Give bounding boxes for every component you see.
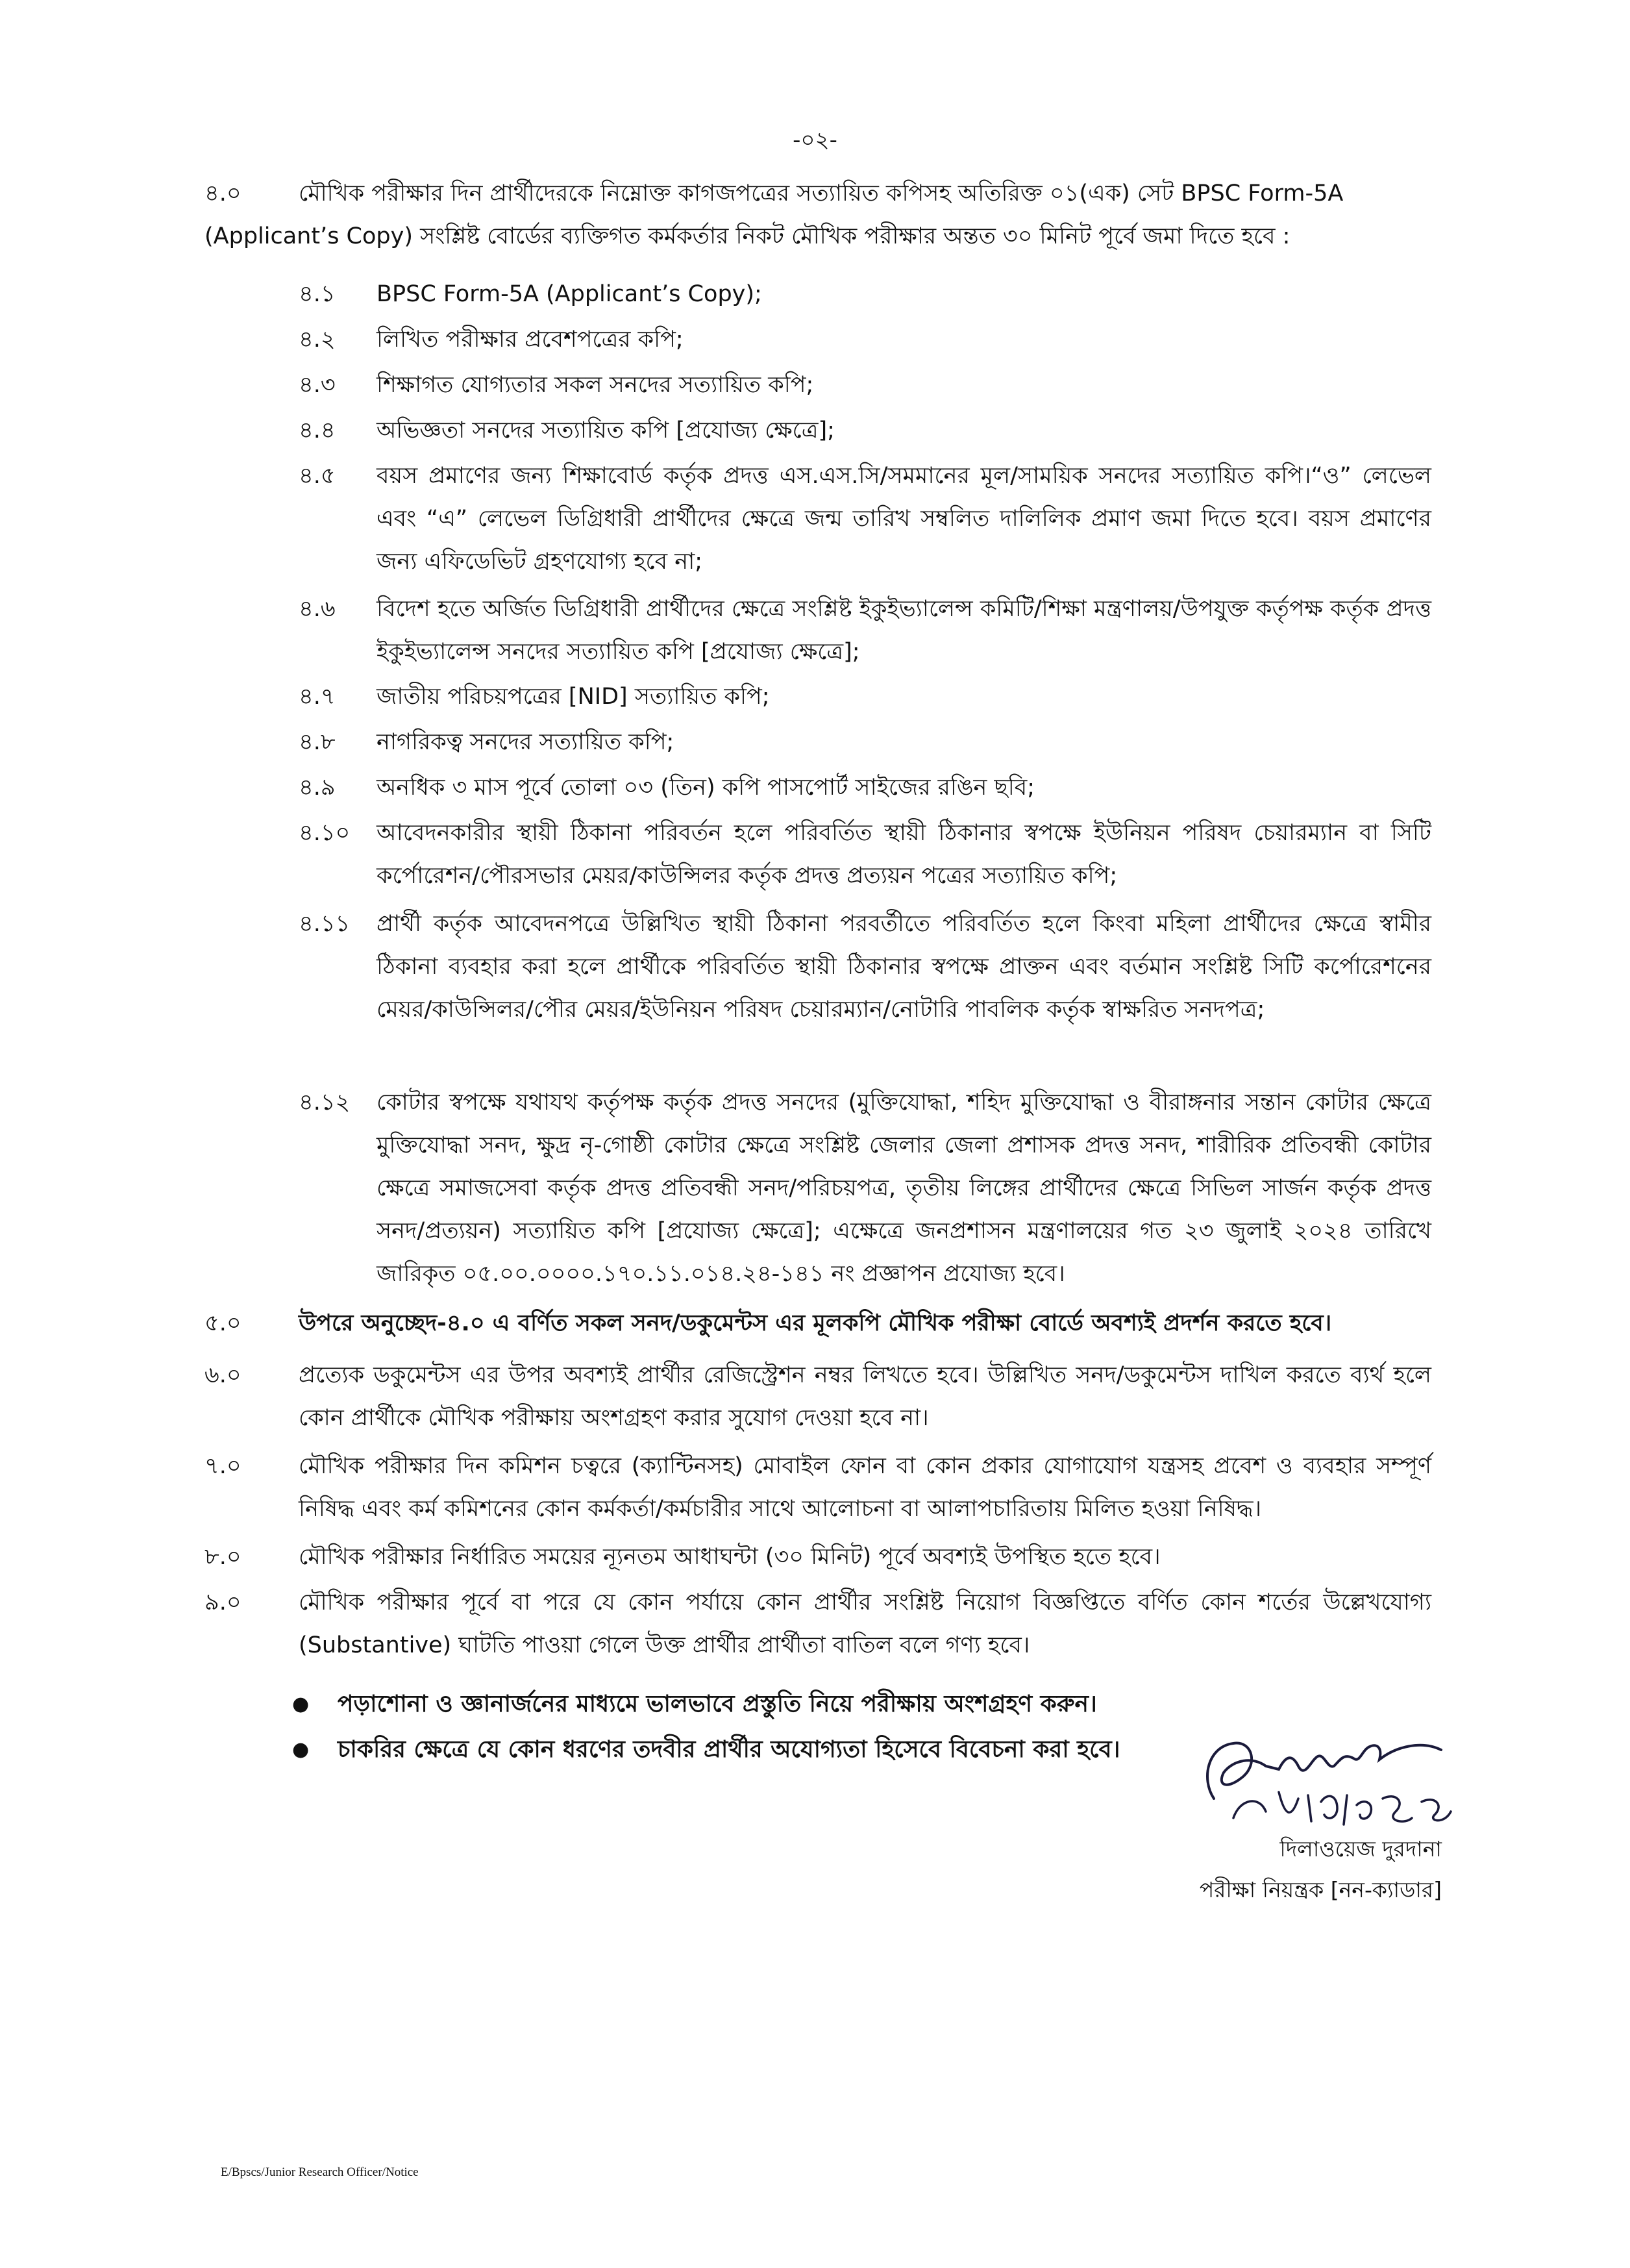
signatory-title: পরীক্ষা নিয়ন্ত্রক [নন-ক্যাডার]: [1199, 1877, 1442, 1902]
list-item: [299, 455, 1431, 583]
list-item: [299, 721, 1431, 764]
item-number: ৪.২: [299, 327, 336, 353]
paragraph-6: [204, 1354, 1431, 1439]
paragraph-line-1: মৌখিক পরীক্ষার দিন প্রার্থীদেরকে নিম্নোক্ত কাগজপত্রের সত্যায়িত কপিসহ অতিরিক্ত ০১(এক) সেট BPSC Form-5A: [299, 181, 1344, 206]
item-number: ৪.১১: [299, 911, 351, 937]
item-text: নাগরিকত্ব সনদের সত্যায়িত কপি;: [377, 729, 674, 755]
item-text: বয়স প্রমাণের জন্য শিক্ষাবোর্ড কর্তৃক প্রদত্ত এস.এস.সি/সমমানের মূল/সাময়িক সনদের সত্যায়িত কপি।“ও” লেভেল এবং “এ” লেভেল ডিগ্রিধারী প্রার্থীদের ক্ষেত্রে জন্ম তারিখ সম্বলিত দালিলিক প্রমাণ জমা দিতে হবে। বয়স প্রমাণের জন্য এফিডেভিট গ্রহণযোগ্য হবে না;: [377, 463, 1431, 575]
list-item: [299, 409, 1431, 452]
list-item: [299, 1081, 1431, 1295]
bullet-item: [292, 1685, 1431, 1724]
item-number: ৪.৭: [299, 684, 336, 710]
item-number: ৪.১০: [299, 820, 351, 846]
paragraph-number: ৯.০: [204, 1589, 241, 1615]
item-text: প্রার্থী কর্তৃক আবেদনপত্রে উল্লিখিত স্থায়ী ঠিকানা পরবর্তীতে পরিবর্তিত হলে কিংবা মহিলা প্রার্থীদের ক্ষেত্রে স্বামীর ঠিকানা ব্যবহার করা হলে প্রার্থীকে পরিবর্তিত স্থায়ী ঠিকানার স্বপক্ষে প্রাক্তন এবং বর্তমান সংশ্লিষ্ট সিটি কর্পোরেশনের মেয়র/কাউন্সিলর/পৌর মেয়র/ইউনিয়ন পরিষদ চেয়ারম্যান/নোটারি পাবলিক কর্তৃক স্বাক্ষরিত সনদপত্র;: [377, 911, 1431, 1023]
paragraph-line-2: (Applicant’s Copy) সংশ্লিষ্ট বোর্ডের ব্যক্তিগত কর্মকর্তার নিকট মৌখিক পরীক্ষার অন্তত ৩০ মিনিট পূর্বে জমা দিতে হবে :: [204, 223, 1290, 249]
list-item: [299, 903, 1431, 1031]
page-number: -০২-: [793, 127, 837, 153]
list-item: [299, 318, 1431, 361]
item-text: অনধিক ৩ মাস পূর্বে তোলা ০৩ (তিন) কপি পাসপোর্ট সাইজের রঙিন ছবি;: [377, 775, 1035, 801]
paragraph-text: প্রত্যেক ডকুমেন্টস এর উপর অবশ্যই প্রার্থীর রেজিস্ট্রেশন নম্বর লিখতে হবে। উল্লিখিত সনদ/ডকুমেন্টস দাখিল করতে ব্যর্থ হলে কোন প্রার্থীকে মৌখিক পরীক্ষায় অংশগ্রহণ করার সুযোগ দেওয়া হবে না।: [299, 1362, 1431, 1431]
paragraph-number: ৬.০: [204, 1362, 241, 1388]
paragraph-9: [204, 1581, 1431, 1667]
item-number: ৪.৩: [299, 372, 336, 398]
paragraph-4: [204, 172, 1431, 258]
handwritten-signature: [1188, 1721, 1487, 1831]
list-item: [299, 675, 1431, 718]
list-item: [299, 273, 1431, 316]
item-text: কোটার স্বপক্ষে যথাযথ কর্তৃপক্ষ কর্তৃক প্রদত্ত সনদের (মুক্তিযোদ্ধা, শহিদ মুক্তিযোদ্ধা ও বীরাঙ্গনার সন্তান কোটার ক্ষেত্রে মুক্তিযোদ্ধা সনদ, ক্ষুদ্র নৃ-গোষ্ঠী কোটার ক্ষেত্রে সংশ্লিষ্ট জেলার জেলা প্রশাসক প্রদত্ত সনদ, শারীরিক প্রতিবন্ধী কোটার ক্ষেত্রে সমাজসেবা কর্তৃক প্রদত্ত প্রতিবন্ধী সনদ/পরিচয়পত্র, তৃতীয় লিঙ্গের প্রার্থীদের ক্ষেত্রে সিভিল সার্জন কর্তৃক প্রদত্ত সনদ/প্রত্যয়ন) সত্যায়িত কপি [প্রযোজ্য ক্ষেত্রে]; এক্ষেত্রে জনপ্রশাসন মন্ত্রণালয়ের গত ২৩ জুলাই ২০২৪ তারিখে জারিকৃত ০৫.০০.০০০০.১৭০.১১.০১৪.২৪-১৪১ নং প্রজ্ঞাপন প্রযোজ্য হবে।: [377, 1090, 1431, 1287]
paragraph-text: মৌখিক পরীক্ষার দিন কমিশন চত্বরে (ক্যান্টিনসহ) মোবাইল ফোন বা কোন প্রকার যোগাযোগ যন্ত্রসহ প্রবেশ ও ব্যবহার সম্পূর্ণ নিষিদ্ধ এবং কর্ম কমিশনের কোন কর্মকর্তা/কর্মচারীর সাথে আলোচনা বা আলাপচারিতায় মিলিত হওয়া নিষিদ্ধ।: [299, 1453, 1431, 1522]
item-number: ৪.১: [299, 281, 336, 307]
paragraph-number: ৫.০: [204, 1310, 241, 1336]
list-item: [299, 812, 1431, 897]
signatory-name: দিলাওয়েজ দুরদানা: [1279, 1836, 1442, 1862]
bullet-icon: ●: [292, 1693, 310, 1715]
list-item: [299, 364, 1431, 406]
paragraph-5: [204, 1302, 1431, 1345]
item-text: জাতীয় পরিচয়পত্রের [NID] সত্যায়িত কপি;: [377, 684, 770, 710]
item-text: BPSC Form-5A (Applicant’s Copy);: [377, 281, 762, 307]
item-text: শিক্ষাগত যোগ্যতার সকল সনদের সত্যায়িত কপি;: [377, 372, 814, 398]
item-number: ৪.৬: [299, 596, 336, 622]
bullet-icon: ●: [292, 1738, 310, 1761]
item-text: আবেদনকারীর স্থায়ী ঠিকানা পরিবর্তন হলে পরিবর্তিত স্থায়ী ঠিকানার স্বপক্ষে ইউনিয়ন পরিষদ চেয়ারম্যান বা সিটি কর্পোরেশন/পৌরসভার মেয়র/কাউন্সিলর কর্তৃক প্রদত্ত প্রত্যয়ন পত্রের সত্যায়িত কপি;: [377, 820, 1431, 889]
list-item: [299, 766, 1431, 809]
list-item: [299, 588, 1431, 673]
paragraph-number: ৮.০: [204, 1544, 241, 1570]
item-number: ৪.৪: [299, 417, 336, 443]
bullet-text: পড়াশোনা ও জ্ঞানার্জনের মাধ্যমে ভালভাবে প্রস্তুতি নিয়ে পরীক্ষায় অংশগ্রহণ করুন।: [338, 1691, 1097, 1717]
item-number: ৪.৮: [299, 729, 336, 755]
item-text: বিদেশ হতে অর্জিত ডিগ্রিধারী প্রার্থীদের ক্ষেত্রে সংশ্লিষ্ট ইকুইভ্যালেন্স কমিটি/শিক্ষা মন্ত্রণালয়/উপযুক্ত কর্তৃপক্ষ কর্তৃক প্রদত্ত ইকুইভ্যালেন্স সনদের সত্যায়িত কপি [প্রযোজ্য ক্ষেত্রে];: [377, 596, 1431, 665]
item-text: অভিজ্ঞতা সনদের সত্যায়িত কপি [প্রযোজ্য ক্ষেত্রে];: [377, 417, 835, 443]
bullet-text: চাকরির ক্ষেত্রে যে কোন ধরণের তদবীর প্রার্থীর অযোগ্যতা হিসেবে বিবেচনা করা হবে।: [338, 1736, 1120, 1763]
item-number: ৪.৯: [299, 775, 336, 801]
paragraph-text: মৌখিক পরীক্ষার পূর্বে বা পরে যে কোন পর্যায়ে কোন প্রার্থীর সংশ্লিষ্ট নিয়োগ বিজ্ঞপ্তিতে বর্ণিত কোন শর্তের উল্লেখযোগ্য (Substantive) ঘাটতি পাওয়া গেলে উক্ত প্রার্থীর প্রার্থীতা বাতিল বলে গণ্য হবে।: [299, 1589, 1431, 1658]
item-number: ৪.১২: [299, 1090, 351, 1115]
paragraph-text: উপরে অনুচ্ছেদ-৪.০ এ বর্ণিত সকল সনদ/ডকুমেন্টস এর মূলকপি মৌখিক পরীক্ষা বোর্ডে অবশ্যই প্রদর্শন করতে হবে।: [299, 1310, 1332, 1336]
item-text: লিখিত পরীক্ষার প্রবেশপত্রের কপি;: [377, 327, 684, 353]
item-number: ৪.৫: [299, 463, 336, 489]
footer-reference: E/Bpscs/Junior Research Officer/Notice: [221, 2165, 419, 2179]
paragraph-number: ৭.০: [204, 1453, 241, 1479]
paragraph-number: ৪.০: [204, 181, 241, 206]
paragraph-8: [204, 1536, 1431, 1578]
paragraph-text: মৌখিক পরীক্ষার নির্ধারিত সময়ের ন্যূনতম আধাঘন্টা (৩০ মিনিট) পূর্বে অবশ্যই উপস্থিত হতে হবে।: [299, 1544, 1161, 1570]
paragraph-7: [204, 1445, 1431, 1530]
